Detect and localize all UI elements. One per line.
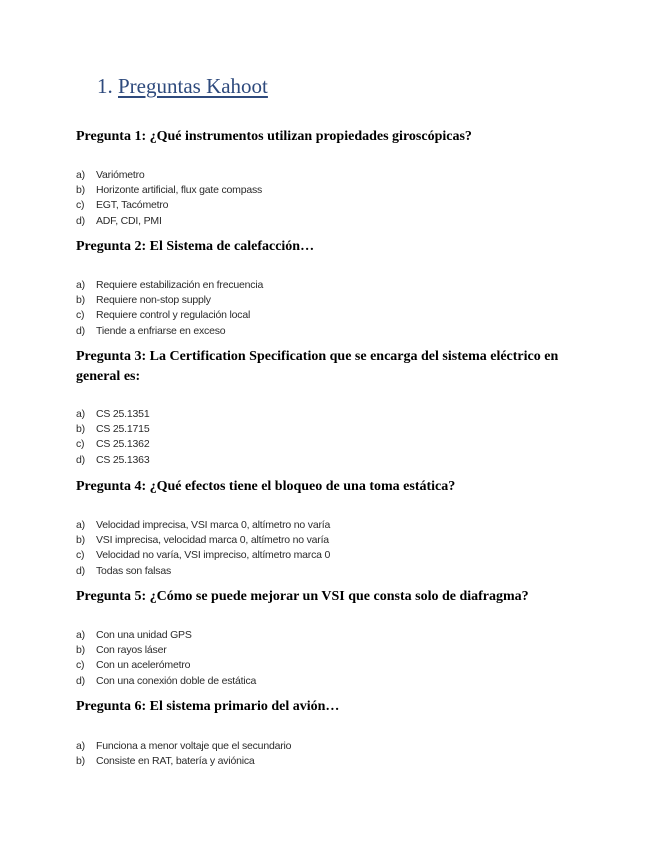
answer-text: EGT, Tacómetro <box>96 199 169 212</box>
answer-letter: a) <box>76 629 85 641</box>
answer-option <box>76 183 262 198</box>
answer-letter: a) <box>76 169 85 181</box>
answer-letter: c) <box>76 438 85 451</box>
answer-text: Tiende a enfriarse en exceso <box>96 324 226 337</box>
answer-text: CS 25.1363 <box>96 453 150 466</box>
answer-text: ADF, CDI, PMI <box>96 214 162 227</box>
answer-letter: a) <box>76 519 85 531</box>
answer-text: Horizonte artificial, flux gate compass <box>96 184 263 197</box>
answer-letter: c) <box>76 549 85 562</box>
answer-option <box>76 293 263 308</box>
answer-letter: a) <box>76 279 85 291</box>
answer-letter: d) <box>76 674 85 687</box>
answer-letter: c) <box>76 309 85 322</box>
question-2: Pregunta 2: El Sistema de calefacción… <box>76 239 315 254</box>
answer-letter: a) <box>76 408 85 420</box>
question-6: Pregunta 6: El sistema primario del avión… <box>76 699 340 714</box>
answer-option <box>76 278 263 293</box>
answer-text: Con una conexión doble de estática <box>96 674 257 687</box>
answer-letter: d) <box>76 564 85 577</box>
answer-text: CS 25.1362 <box>96 438 150 451</box>
answer-option <box>76 533 330 548</box>
section-title-text: Preguntas Kahoot <box>118 74 268 98</box>
question-5: Pregunta 5: ¿Cómo se puede mejorar un VSI que consta solo de diafragma? <box>76 589 529 604</box>
answer-letter: d) <box>76 324 85 337</box>
answer-letter: d) <box>76 453 85 466</box>
answer-list-4 <box>76 518 330 579</box>
answer-option <box>76 437 149 452</box>
answer-letter: b) <box>76 423 85 436</box>
answer-option <box>76 198 262 213</box>
answer-option <box>76 754 291 769</box>
answer-letter: a) <box>76 740 85 752</box>
answer-text: VSI imprecisa, velocidad marca 0, altímetro no varía <box>96 534 329 547</box>
answer-letter: d) <box>76 214 85 227</box>
answer-text: Con un acelerómetro <box>96 659 191 672</box>
answer-letter: b) <box>76 184 85 197</box>
answer-text: Variómetro <box>96 169 145 181</box>
answer-option <box>76 324 263 339</box>
answer-option <box>76 168 262 183</box>
answer-option <box>76 564 330 579</box>
answer-option <box>76 548 330 563</box>
question-4: Pregunta 4: ¿Qué efectos tiene el bloqueo de una toma estática? <box>76 479 456 494</box>
answer-option <box>76 643 256 658</box>
answer-option <box>76 214 262 229</box>
answer-text: Consiste en RAT, batería y aviónica <box>96 755 255 768</box>
question-1: Pregunta 1: ¿Qué instrumentos utilizan propiedades giroscópicas? <box>76 129 472 144</box>
answer-letter: b) <box>76 534 85 547</box>
answer-option <box>76 422 149 437</box>
section-number: 1. <box>97 74 113 98</box>
answer-text: Con una unidad GPS <box>96 629 192 641</box>
answer-list-2 <box>76 278 263 339</box>
section-title <box>97 74 268 99</box>
answer-option <box>76 308 263 323</box>
answer-option <box>76 658 256 673</box>
answer-option <box>76 407 149 422</box>
answer-option <box>76 628 256 643</box>
answer-letter: b) <box>76 755 85 768</box>
answer-letter: b) <box>76 644 85 657</box>
answer-text: Requiere non-stop supply <box>96 294 211 307</box>
answer-letter: c) <box>76 199 85 212</box>
answer-text: Todas son falsas <box>96 564 172 577</box>
answer-text: Requiere control y regulación local <box>96 309 251 322</box>
answer-list-1 <box>76 168 262 229</box>
answer-text: Requiere estabilización en frecuencia <box>96 279 264 291</box>
answer-option <box>76 453 149 468</box>
answer-text: Velocidad imprecisa, VSI marca 0, altímetro no varía <box>96 519 331 531</box>
answer-list-6 <box>76 739 291 769</box>
answer-text: CS 25.1351 <box>96 408 150 420</box>
answer-text: CS 25.1715 <box>96 423 150 436</box>
answer-letter: c) <box>76 659 85 672</box>
answer-option <box>76 674 256 689</box>
question-3: Pregunta 3: La Certification Specification que se encarga del sistema eléctrico en general es: <box>76 349 559 384</box>
answer-text: Funciona a menor voltaje que el secundario <box>96 740 292 752</box>
answer-letter: b) <box>76 294 85 307</box>
answer-text: Con rayos láser <box>96 644 167 657</box>
answer-list-3 <box>76 407 149 468</box>
answer-option <box>76 739 291 754</box>
answer-text: Velocidad no varía, VSI impreciso, altímetro marca 0 <box>96 549 331 562</box>
answer-option <box>76 518 330 533</box>
answer-list-5 <box>76 628 256 689</box>
